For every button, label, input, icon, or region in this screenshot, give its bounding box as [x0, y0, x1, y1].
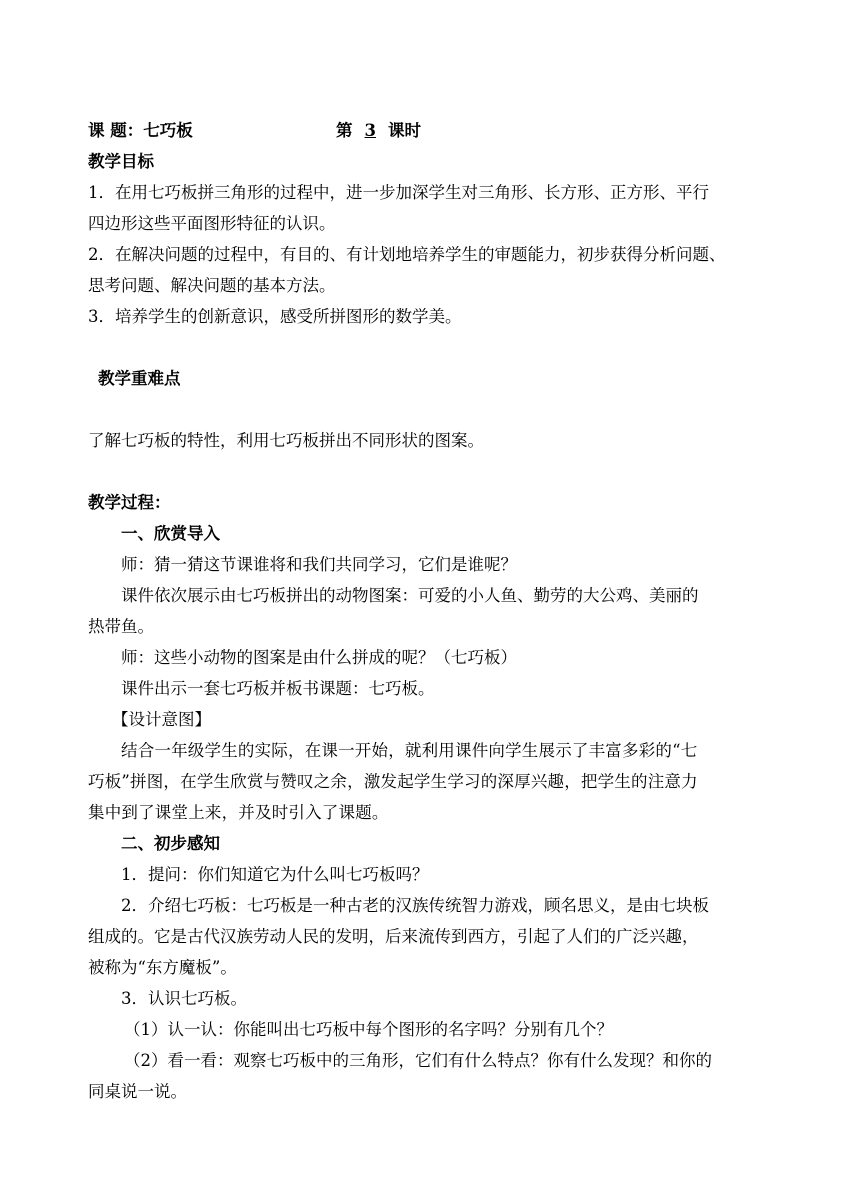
- section-2-line-7: （2）看一看：观察七巧板中的三角形，它们有什么特点？你有什么发现？和你的: [124, 1051, 712, 1070]
- objective-2-line-2: 思考问题、解决问题的基本方法。: [88, 276, 336, 295]
- section-2-line-8: 同桌说一说。: [88, 1082, 187, 1101]
- section-2-line-3: 组成的。它是古代汉族劳动人民的发明，后来流传到西方，引起了人们的广泛兴趣，: [88, 927, 699, 946]
- section-1-line-3: 热带鱼。: [88, 617, 154, 636]
- lesson-number-line: [336, 115, 421, 146]
- design-intent-line-1: 结合一年级学生的实际，在课一开始，就利用课件向学生展示了丰富多彩的“七: [121, 741, 698, 760]
- design-intent-label: 【设计意图】: [112, 710, 211, 729]
- lesson-header: [88, 115, 788, 146]
- design-intent-line-2: 巧板”拼图，在学生欣赏与赞叹之余，激发起学生学习的深厚兴趣，把学生的注意力: [88, 772, 698, 791]
- lesson-number: 3: [364, 121, 376, 140]
- section-1-title: 一、欣赏导入: [121, 524, 220, 543]
- section-2-line-4: 被称为“东方魔板”。: [88, 958, 237, 977]
- section-2-line-2: 2．介绍七巧板：七巧板是一种古老的汉族传统智力游戏，顾名思义，是由七块板: [121, 896, 709, 915]
- lesson-plan-page: [88, 115, 788, 1107]
- objective-1-line-2: 四边形这些平面图形特征的认识。: [88, 214, 336, 233]
- lesson-prefix: 第: [336, 121, 353, 140]
- objective-3: 3．培养学生的创新意识，感受所拼图形的数学美。: [88, 307, 462, 326]
- topic-line: [88, 115, 336, 146]
- spacer: [88, 332, 788, 363]
- section-2-line-1: 1．提问：你们知道它为什么叫七巧板吗？: [121, 865, 429, 884]
- process-heading: 教学过程：: [88, 493, 171, 512]
- spacer: [88, 394, 788, 425]
- topic-label: 课 题：: [88, 121, 144, 140]
- key-points-text: 了解七巧板的特性，利用七巧板拼出不同形状的图案。: [88, 431, 484, 450]
- spacer: [88, 456, 788, 487]
- lesson-suffix: 课时: [387, 121, 421, 140]
- key-points-heading: 教学重难点: [98, 369, 181, 388]
- section-1-line-2: 课件依次展示由七巧板拼出的动物图案：可爱的小人鱼、勤劳的大公鸡、美丽的: [121, 586, 699, 605]
- topic-value: 七巧板: [143, 121, 193, 140]
- section-2-line-5: 3．认识七巧板。: [121, 989, 247, 1008]
- objective-1-line-1: 1．在用七巧板拼三角形的过程中，进一步加深学生对三角形、长方形、正方形、平行: [88, 183, 709, 202]
- section-1-line-4: 师：这些小动物的图案是由什么拼成的呢？（七巧板）: [121, 648, 517, 667]
- design-intent-line-3: 集中到了课堂上来，并及时引入了课题。: [88, 803, 389, 822]
- section-1-line-5: 课件出示一套七巧板并板书课题：七巧板。: [121, 679, 435, 698]
- section-1-line-1: 师：猜一猜这节课谁将和我们共同学习，它们是谁呢？: [121, 555, 517, 574]
- section-2-title: 二、初步感知: [121, 834, 220, 853]
- objective-2-line-1: 2．在解决问题的过程中，有目的、有计划地培养学生的审题能力，初步获得分析问题、: [88, 245, 726, 264]
- objectives-heading: 教学目标: [88, 152, 154, 171]
- section-2-line-6: （1）认一认：你能叫出七巧板中每个图形的名字吗？分别有几个？: [124, 1020, 613, 1039]
